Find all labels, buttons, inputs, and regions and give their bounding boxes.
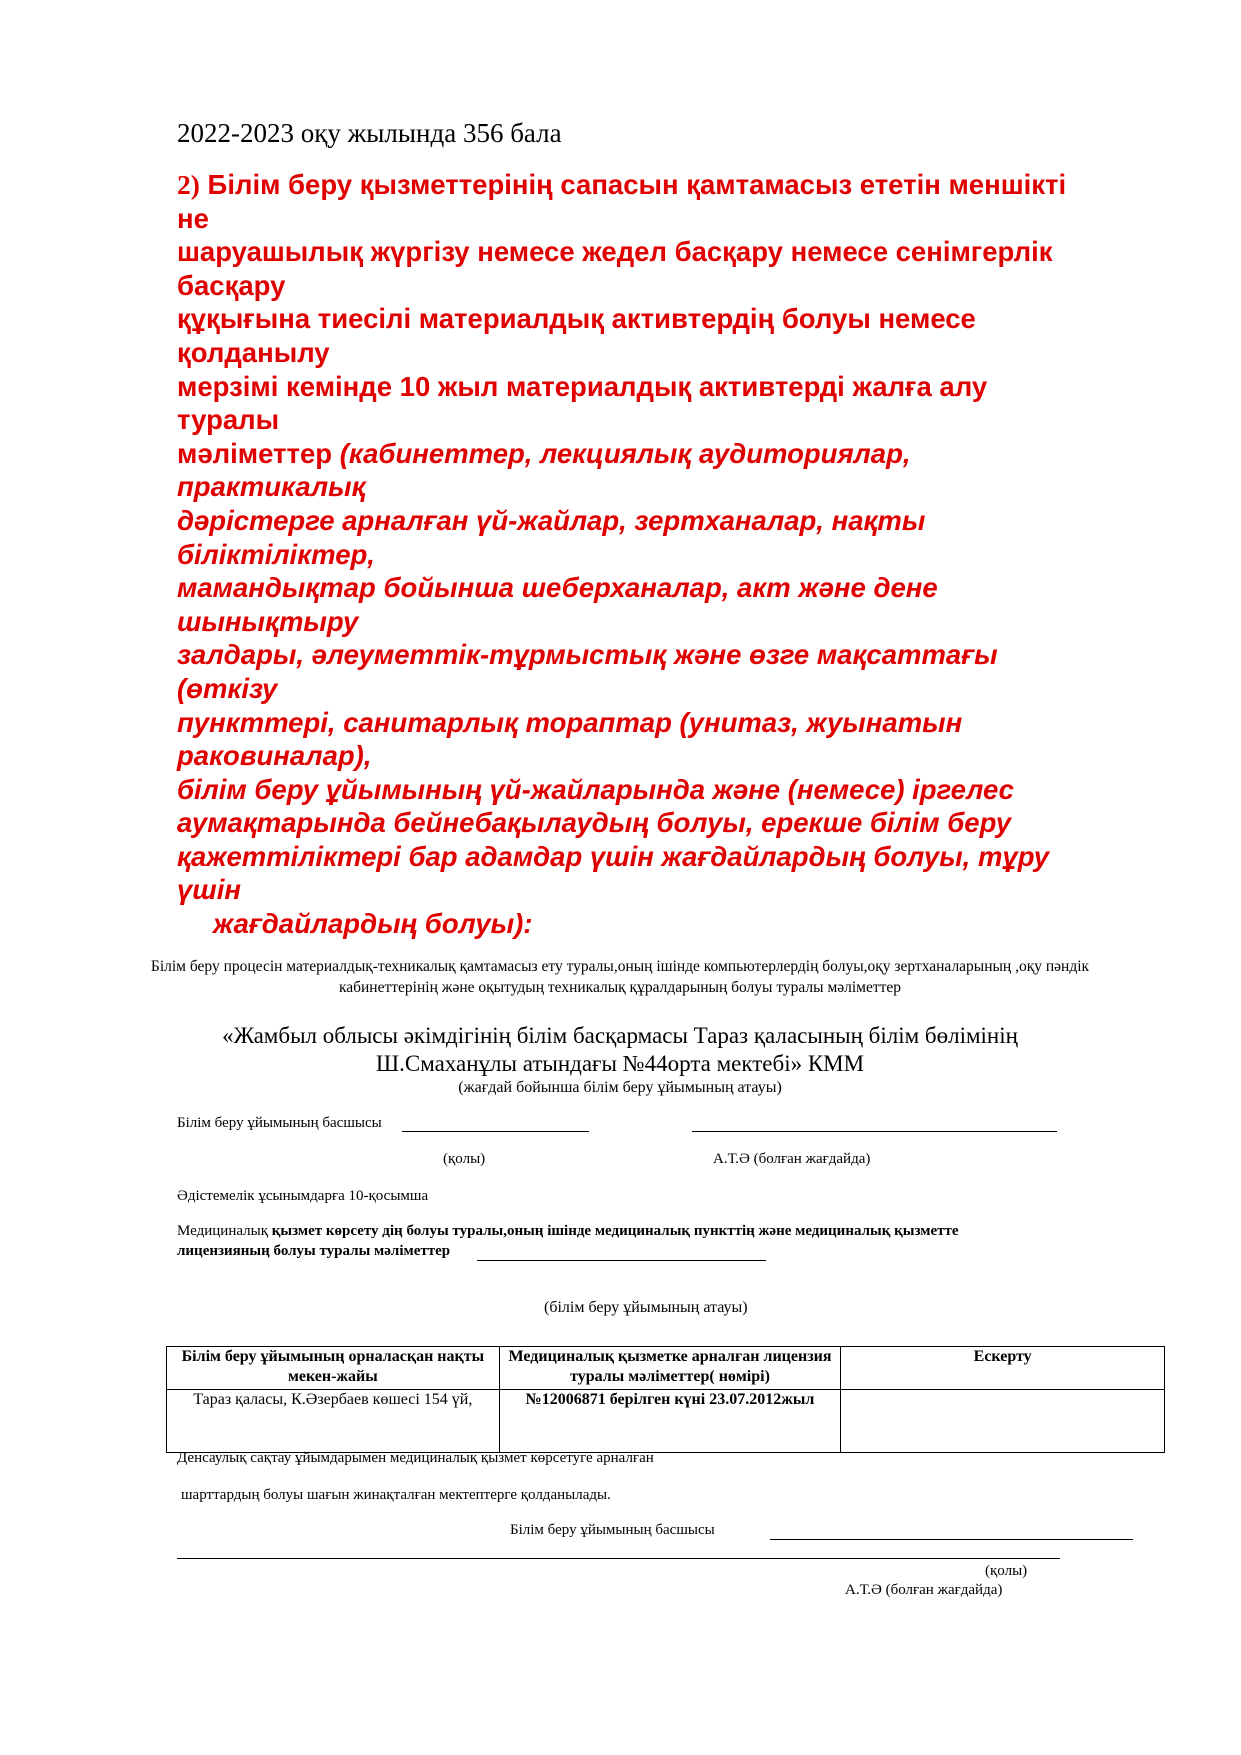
table-header-row <box>167 1347 1165 1390</box>
heading-line: қолданылу <box>177 336 330 368</box>
org-name-underline <box>477 1260 766 1261</box>
appendix-note: Әдістемелік ұсынымдарға 10-қосымша <box>177 1188 429 1204</box>
column-header-address: Білім беру ұйымының орналасқан нақты мекен-жайы <box>167 1347 500 1390</box>
heading-line-italic: білім беру ұйымының үй-жайларында және (немесе) іргелес <box>177 773 1014 805</box>
heading-line-italic: жағдайлардың болуы): <box>213 908 533 940</box>
name-line-2 <box>177 1558 1060 1559</box>
org-name-line-1: «Жамбыл облысы әкімдігінің білім басқармасы Тараз қаласының білім бөлімінің <box>222 1023 1018 1048</box>
heading-line-italic: раковиналар), <box>177 740 372 772</box>
heading-line-italic: үшін <box>177 874 241 906</box>
heading-line-italic: біліктіліктер, <box>177 538 375 570</box>
students-count-line: 2022-2023 оқу жылында 356 бала <box>177 118 562 148</box>
head-label-2: Білім беру ұйымының басшысы <box>510 1522 715 1538</box>
signature-label: (қолы) <box>443 1151 486 1167</box>
fio-label: А.Т.Ә (болған жағдайда) <box>713 1151 871 1167</box>
signature-line-2 <box>770 1539 1133 1540</box>
heading-line: Білім беру қызметтерінің сапасын қамтамасыз ететін меншікті <box>199 169 1067 200</box>
medical-title-regular: Медициналық <box>177 1223 272 1239</box>
heading-line-italic: аумақтарында бейнебақылаудың болуы, ерекше білім беру <box>177 807 1011 839</box>
cell-note <box>841 1390 1165 1453</box>
health-note-line-2: шарттардың болуы шағын жинақталған мектептерге қолданылады. <box>181 1487 611 1503</box>
heading-line: басқару <box>177 269 286 301</box>
heading-line: құқығына тиесілі материалдық активтердің болуы немесе <box>177 303 976 335</box>
heading-number: 2) <box>177 169 200 200</box>
signature-line <box>402 1131 589 1132</box>
heading-line-italic: (өткізу <box>177 672 278 704</box>
heading-line: мерзімі кемінде 10 жыл материалдық активтерді жалға алу <box>177 370 988 402</box>
org-name-note: (жағдай бойынша білім беру ұйымының атауы) <box>458 1079 782 1096</box>
column-header-license: Медициналық қызметке арналған лицензия туралы мәліметтер( нөмірі) <box>499 1347 841 1390</box>
column-header-note: Ескерту <box>841 1347 1165 1390</box>
org-name-line-2: Ш.Смаханұлы атындағы №44орта мектебі» КММ <box>375 1051 865 1076</box>
heading-line: шаруашылық жүргізу немесе жедел басқару немесе сенімгерлік <box>177 236 1053 268</box>
medical-title-line2: лицензияның болуы туралы мәліметтер <box>177 1243 451 1259</box>
heading-line-italic: (кабинеттер, лекциялық аудиториялар, <box>339 437 911 469</box>
medical-license-table <box>166 1346 1165 1453</box>
cell-address: Тараз қаласы, К.Әзербаев көшесі 154 үй, <box>167 1390 500 1453</box>
org-name-placeholder: (білім беру ұйымының атауы) <box>544 1299 748 1316</box>
cell-license: №12006871 берілген күні 23.07.2012жыл <box>499 1390 841 1453</box>
heading-line: туралы <box>177 404 280 436</box>
material-info-paragraph: Білім беру процесін материалдық-техникалық қамтамасыз ету туралы,оның ішінде компьютерлердің болуы,оқу зертханаларының ,оқу пәндік кабинеттерінің және оқытудың техникалық құралдарының болуы туралы мәліметтер <box>150 958 1090 996</box>
head-label: Білім беру ұйымының басшысы <box>177 1115 382 1131</box>
fio-label-2: А.Т.Ә (болған жағдайда) <box>845 1582 1003 1598</box>
heading-line-italic: пункттері, санитарлық тораптар (унитаз, жуынатын <box>177 706 963 738</box>
section-heading <box>177 168 1137 941</box>
organization-name <box>150 1022 1090 1078</box>
heading-line-italic: залдары, әлеуметтік-тұрмыстық және өзге мақсаттағы <box>177 639 998 671</box>
name-line <box>692 1131 1057 1132</box>
medical-title-bold: қызмет көрсету дің болуы туралы,оның ішінде медициналық пункттің және медициналық қызметте <box>271 1223 959 1239</box>
signature-label-2: (қолы) <box>985 1563 1028 1579</box>
heading-line-italic: шынықтыру <box>177 605 359 637</box>
heading-line-italic: қажеттіліктері бар адамдар үшін жағдайлардың болуы, тұру <box>177 840 1050 872</box>
heading-line-italic: мамандықтар бойынша шеберханалар, акт және дене <box>177 572 938 604</box>
health-note-line-1: Денсаулық сақтау ұйымдарымен медициналық қызмет көрсетуге арналған <box>177 1450 654 1466</box>
heading-line: не <box>177 202 209 234</box>
heading-line-italic: дәрістерге арналған үй-жайлар, зертханалар, нақты <box>177 504 926 536</box>
table-row <box>167 1390 1165 1453</box>
heading-line: мәліметтер <box>177 437 340 469</box>
medical-title <box>177 1223 959 1240</box>
heading-line-italic: практикалық <box>177 471 366 503</box>
